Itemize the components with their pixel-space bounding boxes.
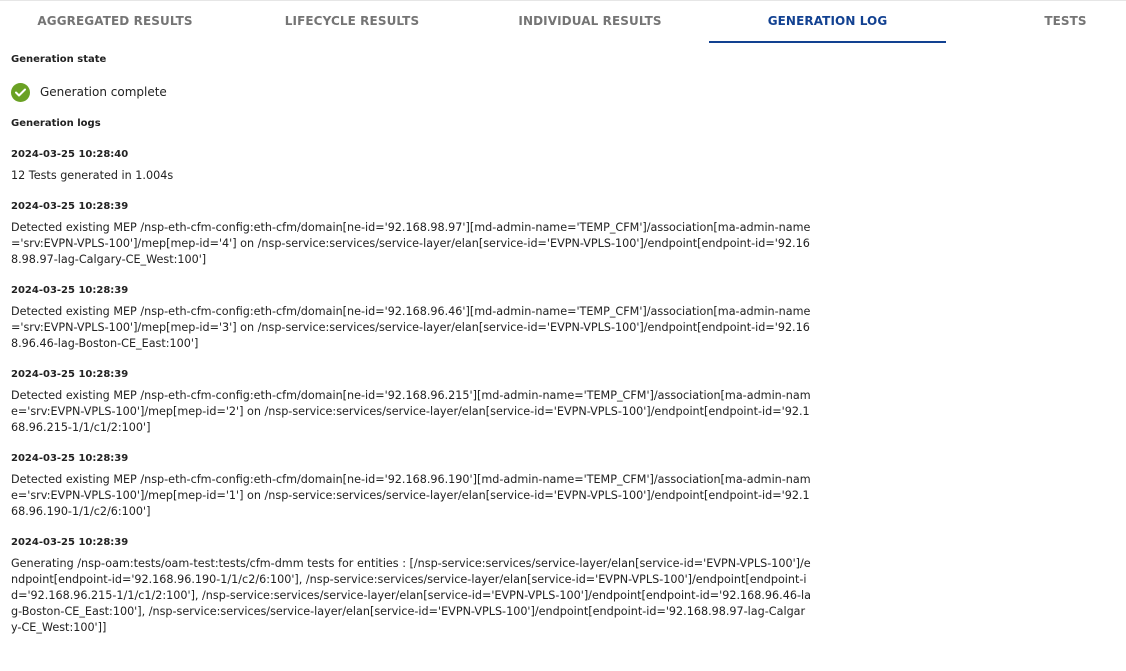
log-message: Detected existing MEP /nsp-eth-cfm-config:eth-cfm/domain[ne-id='92.168.96.46'][md-admin-name='TEMP_CFM']/association[ma-admin-name='srv:EVPN-VPLS-100']/mep[mep-id='3'] on /nsp-service:services/service-layer/elan[service-id='EVPN-VPLS-100']/endpoint[endpoint-id='92.168.96.46-lag-Boston-CE_East:100'] bbox=[11, 305, 811, 350]
log-timestamp: 2024-03-25 10:28:39 bbox=[11, 285, 129, 296]
log-message: Detected existing MEP /nsp-eth-cfm-config:eth-cfm/domain[ne-id='92.168.96.190'][md-admin-name='TEMP_CFM']/association[ma-admin-name='srv:EVPN-VPLS-100']/mep[mep-id='1'] on /nsp-service:services/service-layer/elan[service-id='EVPN-VPLS-100']/endpoint[endpoint-id='92.168.96.190-1/1/c2/6:100'] bbox=[11, 473, 811, 518]
log-message: 12 Tests generated in 1.004s bbox=[11, 169, 174, 182]
log-entry bbox=[11, 536, 811, 636]
generation-log-panel bbox=[11, 52, 811, 636]
tab-bar bbox=[0, 0, 1126, 43]
generation-state-title: Generation state bbox=[11, 54, 107, 65]
generation-status-text: Generation complete bbox=[40, 85, 167, 99]
tab-lifecycle-results[interactable]: LIFECYCLE RESULTS bbox=[284, 14, 420, 28]
tab-aggregated-results[interactable]: AGGREGATED RESULTS bbox=[37, 14, 193, 28]
log-list bbox=[11, 148, 811, 636]
check-circle-icon bbox=[11, 83, 30, 102]
log-entry bbox=[11, 452, 811, 520]
log-timestamp: 2024-03-25 10:28:39 bbox=[11, 537, 129, 548]
log-entry bbox=[11, 200, 811, 268]
generation-logs-title: Generation logs bbox=[11, 118, 101, 129]
log-timestamp: 2024-03-25 10:28:40 bbox=[11, 149, 129, 160]
log-message: Detected existing MEP /nsp-eth-cfm-config:eth-cfm/domain[ne-id='92.168.96.215'][md-admin-name='TEMP_CFM']/association[ma-admin-name='srv:EVPN-VPLS-100']/mep[mep-id='2'] on /nsp-service:services/service-layer/elan[service-id='EVPN-VPLS-100']/endpoint[endpoint-id='92.168.96.215-1/1/c1/2:100'] bbox=[11, 389, 811, 434]
log-timestamp: 2024-03-25 10:28:39 bbox=[11, 201, 129, 212]
tab-individual-results[interactable]: INDIVIDUAL RESULTS bbox=[518, 14, 662, 28]
log-message: Generating /nsp-oam:tests/oam-test:tests/cfm-dmm tests for entities : [/nsp-service:services/service-layer/elan[service-id='EVPN-VPLS-100']/endpoint[endpoint-id='92.168.96.190-1/1/c2/6:100'], /nsp-service:services/service-layer/elan[service-id='EVPN-VPLS-100']/endpoint[endpoint-id='92.168.96.215-1/1/c1/2:100'], /nsp-service:services/service-layer/elan[service-id='EVPN-VPLS-100']/endpoint[endpoint-id='92.168.96.46-lag-Boston-CE_East:100'], /nsp-service:services/service-layer/elan[service-id='EVPN-VPLS-100']/endpoint[endpoint-id='92.168.98.97-lag-Calgary-CE_West:100']] bbox=[11, 557, 811, 634]
generation-state-row bbox=[11, 82, 811, 102]
log-timestamp: 2024-03-25 10:28:39 bbox=[11, 453, 129, 464]
tab-generation-log[interactable]: GENERATION LOG bbox=[709, 1, 946, 41]
log-entry bbox=[11, 368, 811, 436]
tab-tests[interactable]: TESTS bbox=[1044, 14, 1087, 28]
log-entry bbox=[11, 148, 811, 184]
log-entry bbox=[11, 284, 811, 352]
log-message: Detected existing MEP /nsp-eth-cfm-config:eth-cfm/domain[ne-id='92.168.98.97'][md-admin-name='TEMP_CFM']/association[ma-admin-name='srv:EVPN-VPLS-100']/mep[mep-id='4'] on /nsp-service:services/service-layer/elan[service-id='EVPN-VPLS-100']/endpoint[endpoint-id='92.168.98.97-lag-Calgary-CE_West:100'] bbox=[11, 221, 811, 266]
log-timestamp: 2024-03-25 10:28:39 bbox=[11, 369, 129, 380]
